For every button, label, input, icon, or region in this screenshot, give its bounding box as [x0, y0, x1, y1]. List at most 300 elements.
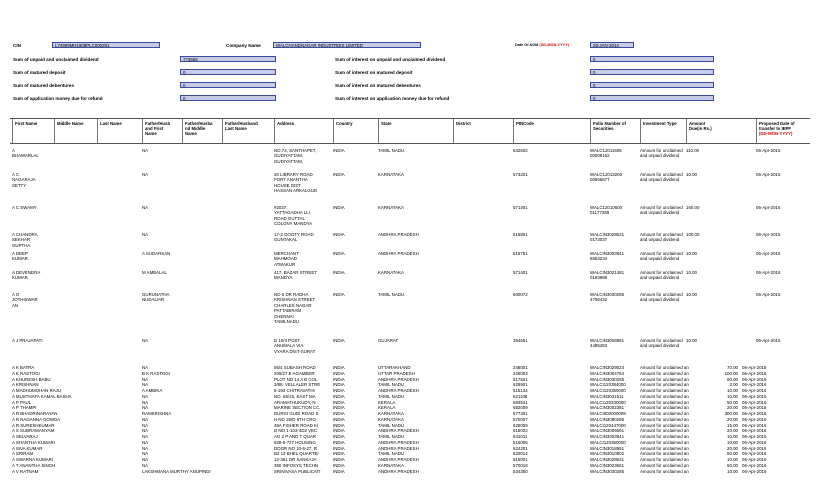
cell-first: A P PAUL: [12, 399, 32, 405]
cell-state: ANDHRA PRADESH: [378, 388, 419, 393]
cell-first: A SHANTHA KUMARI: [12, 439, 55, 445]
cell-folio: WALCIN3002381: [590, 405, 625, 411]
cell-date: 06-Apr-2016: [756, 172, 781, 177]
cell-country: INDIA: [333, 270, 345, 275]
cell-address: NO. 65/15, EAST MA: [274, 393, 316, 399]
cell-first: A SWARNA KUMARI: [12, 457, 54, 462]
cell-country: INDIA: [333, 232, 345, 237]
cell-date: 06-Apr-2016: [742, 370, 767, 376]
cell-first: A CHANDRA SEKHAR GUPTHA: [12, 232, 38, 248]
cell-type: Amount for unclaimed an: [640, 468, 689, 474]
cell-address: 206/27 E AGAMEER: [274, 370, 315, 376]
cell-amount: 50.00: [727, 462, 738, 468]
cell-first: A KRISHNAN: [12, 382, 39, 388]
cell-state: GUJARAT: [378, 338, 399, 343]
column-header: Father/Husba nd Middle Name: [182, 119, 222, 143]
cell-type: Amount for unclaimed an: [640, 370, 689, 376]
cin-label: CIN: [13, 43, 21, 48]
cell-type: Amount for unclaimed an: [640, 462, 689, 468]
cell-first: A C NAGARAJA SETTY: [12, 172, 36, 188]
cell-country: INDIA: [333, 416, 345, 422]
cell-amount: 50.00: [727, 399, 738, 405]
cell-father: NA: [142, 434, 149, 439]
cell-address: D NO 1-103-4D2 VEC: [274, 428, 318, 434]
cell-father: NA: [142, 428, 149, 434]
cell-state: TAMIL NADU: [378, 422, 405, 428]
cell-amount: 110.00: [686, 148, 700, 153]
cell-folio: WALCIN3003941 5653234: [590, 251, 625, 262]
sum-label: Sum of matured debentures: [13, 83, 75, 88]
cell-father: A SUDARSAN: [142, 251, 171, 256]
cell-date: 06-Apr-2016: [742, 422, 767, 428]
cell-country: INDIA: [333, 172, 345, 177]
cell-folio: WALCI120384000: [590, 382, 626, 388]
cell-address: 828-5-727 HOUSING: [274, 439, 316, 445]
cell-pin: 570018: [513, 462, 528, 468]
cell-date: 06-Apr-2016: [742, 376, 767, 382]
cell-first: A DEEP KUMAR: [12, 251, 28, 262]
cell-pin: 517501: [513, 376, 528, 382]
column-header: District: [453, 119, 513, 143]
cell-folio: WALCI120230000: [590, 399, 626, 405]
cell-pin: 515134: [513, 388, 528, 393]
cell-country: INDIA: [333, 468, 345, 474]
cell-father: NA: [142, 205, 149, 210]
cell-father: NA: [142, 338, 149, 343]
cell-type: Amount for unclaimed an: [640, 411, 689, 416]
cell-type: Amount for unclaimed and unpaid dividend: [640, 148, 683, 159]
cell-state: TAMIL NADU: [378, 382, 405, 388]
cell-amount: 2.00: [729, 382, 738, 388]
cell-folio: WALC12011605 00008152: [590, 148, 622, 159]
cell-country: INDIA: [333, 251, 345, 256]
cell-state: ANDHRA PRADESH: [378, 457, 419, 462]
agm-date-format: (DD-MON-YYYY): [539, 43, 569, 47]
cell-date: 06-Apr-2016: [742, 457, 767, 462]
cell-pin: 515751: [513, 251, 528, 256]
cell-first: A R NAGANNA GOWDA: [12, 416, 61, 422]
cell-type: Amount for unclaimed an: [640, 382, 689, 388]
company-name-field[interactable]: WALCHANDNAGAR INDUSTRIES LIMITED: [273, 42, 421, 48]
cell-folio: WALCIN3023661: [590, 462, 625, 468]
cell-pin: 682009: [513, 405, 528, 411]
interest-sum-label: Sum of interest on unpaid and unclaimed dividend: [335, 57, 446, 62]
cell-state: ANDHRA PRADESH: [378, 468, 419, 474]
cell-type: Amount for unclaimed and unpaid dividend: [640, 205, 683, 216]
cell-amount: 10.00: [727, 393, 738, 399]
cell-pin: 226003: [513, 370, 528, 376]
cell-country: INDIA: [333, 292, 345, 297]
cell-date: 06-Apr-2016: [756, 251, 781, 256]
cell-amount: 10.00: [727, 434, 738, 439]
cell-pin: 621108: [513, 393, 528, 399]
column-header: Address: [274, 119, 333, 143]
cell-amount: 10.00: [686, 292, 697, 297]
cell-country: INDIA: [333, 422, 345, 428]
cell-pin: 632602: [513, 148, 528, 153]
column-header: Father/Husband Last Name: [222, 119, 274, 143]
cell-country: INDIA: [333, 434, 345, 439]
cell-amount: 10.00: [686, 172, 697, 177]
cell-first: A R SURESHKUMAR: [12, 422, 55, 428]
cell-amount: 70.00: [727, 365, 738, 370]
cell-father: NA: [142, 462, 149, 468]
cell-address: 20 LIBRARY ROAD FORT ANANTHA HOUSE DIST HASSAN ARKALGUD: [274, 172, 318, 194]
cell-state: KARNATAKA: [378, 205, 404, 210]
cell-amount: 10.00: [727, 388, 738, 393]
cell-first: A T ANANTHA SINGH: [12, 462, 56, 468]
cell-state: ANDHRA PRADESH: [378, 376, 419, 382]
sum-field[interactable]: 0: [180, 82, 276, 88]
cell-amount: 10.00: [686, 270, 697, 275]
cell-folio: WALCIN3030285: [590, 468, 625, 474]
cell-state: ANDHRA PRADESH: [378, 428, 419, 434]
cell-folio: WALC12013200 00556677: [590, 172, 623, 183]
cell-first: A K BATRA: [12, 365, 35, 370]
cell-first: A G JOTHISWAR AN: [12, 292, 38, 308]
sum-label: Sum of unpaid and unclaimed dividend: [13, 57, 99, 62]
table-row: [0, 148, 820, 170]
cell-type: Amount for unclaimed an: [640, 451, 689, 457]
cell-folio: WALCIN3006691: [590, 428, 625, 434]
cell-type: Amount for unclaimed an: [640, 405, 689, 411]
column-header: Folio Number of Securities: [590, 119, 640, 143]
table-row: [0, 338, 820, 360]
cell-state: KARNATAKA: [378, 172, 404, 177]
cell-address: 56/4 SUBASH ROAD: [274, 365, 316, 370]
cell-address: DURGI GUDI ROAD S: [274, 411, 319, 416]
cell-type: Amount for unclaimed and unpaid dividend: [640, 270, 683, 281]
cell-father: NA: [142, 451, 149, 457]
cell-first: A KHURESH BABU: [12, 376, 51, 382]
cell-father: NA: [142, 376, 149, 382]
cell-state: TAMIL NADU: [378, 434, 405, 439]
cell-pin: 625009: [513, 422, 528, 428]
cell-state: UTTAR PRADESH: [378, 370, 415, 376]
cell-state: KERALA: [378, 399, 396, 405]
cell-folio: WALCI120350000: [590, 388, 626, 393]
cell-type: Amount for unclaimed an: [640, 416, 689, 422]
cell-country: INDIA: [333, 428, 345, 434]
table-header: [10, 118, 810, 144]
cell-date: 06-Apr-2016: [742, 416, 767, 422]
cell-country: INDIA: [333, 439, 345, 445]
column-header: Father/Husb and First Name: [142, 119, 182, 143]
interest-sum-field[interactable]: 0: [590, 69, 714, 75]
cell-date: 06-Apr-2016: [756, 270, 781, 275]
column-header: Country: [333, 119, 378, 143]
cell-pin: 683541: [513, 399, 528, 405]
cell-type: Amount for unclaimed and unpaid dividend: [640, 232, 683, 243]
cell-amount: 50.00: [727, 451, 738, 457]
cell-amount: 100.00: [724, 370, 738, 376]
cell-father: B K RASTOGI: [142, 370, 170, 376]
cell-date: 06-Apr-2016: [742, 382, 767, 388]
cell-address: 17-2 GOOTY ROAD GUNTAKAL: [274, 232, 314, 243]
cell-folio: WALCIN3031511: [590, 393, 624, 399]
cell-folio: WALCI120447000: [590, 422, 626, 428]
cell-country: INDIA: [333, 405, 345, 411]
column-header: Proposed Date of transfer to IEPF (DD-MON-YYYY): [756, 119, 812, 143]
cin-field[interactable]: L74999MH1908PLC000291: [52, 42, 160, 48]
column-header: Investment Type: [640, 119, 686, 143]
cell-date: 06-Apr-2016: [756, 338, 781, 343]
cell-state: ANDHRA PRADESH: [378, 445, 419, 451]
cell-pin: 573201: [513, 172, 528, 177]
cell-pin: 515001: [513, 457, 528, 462]
cell-type: Amount for unclaimed and unpaid dividend: [640, 251, 683, 262]
sum-field[interactable]: 0: [180, 95, 276, 101]
cell-date: 06-Apr-2016: [756, 232, 781, 237]
cell-amount: 160.00: [686, 205, 700, 210]
agm-date-label: [515, 43, 569, 47]
cell-date: 06-Apr-2016: [742, 451, 767, 457]
cell-country: INDIA: [333, 451, 345, 457]
cell-type: Amount for unclaimed an: [640, 388, 689, 393]
cell-first: A MADHUMOHAN RAJU: [12, 388, 62, 393]
cell-pin: 515005: [513, 439, 528, 445]
cell-address: 3/88, VELLALER STRE: [274, 382, 321, 388]
cell-father: NA: [142, 172, 149, 177]
cell-state: UTTARAKHAND: [378, 365, 411, 370]
cell-first: A V RATNAM: [12, 468, 39, 474]
cell-type: Amount for unclaimed an: [640, 376, 689, 382]
cell-country: INDIA: [333, 462, 345, 468]
cell-amount: 20.00: [727, 428, 738, 434]
cell-amount: 20.00: [727, 416, 738, 422]
cell-address: AG 2 P AND T QUAR: [274, 434, 316, 439]
cell-pin: 534350: [513, 468, 528, 474]
cell-date: 06-Apr-2016: [742, 462, 767, 468]
cell-date: 06-Apr-2016: [742, 365, 767, 370]
cell-amount: 10.00: [727, 457, 738, 462]
cell-type: Amount for unclaimed an: [640, 428, 689, 434]
cell-amount: 60.00: [727, 376, 738, 382]
cell-state: ANDHRA PRADESH: [378, 232, 419, 237]
cell-country: INDIA: [333, 457, 345, 462]
cell-pin: 641011: [513, 434, 528, 439]
cell-folio: WALCIN3090285: [590, 416, 625, 422]
interest-sum-field[interactable]: 0: [590, 56, 714, 62]
cell-pin: 577301: [513, 411, 528, 416]
cell-amount: 100.00: [686, 232, 700, 237]
cell-folio: WALCI000000009: [590, 411, 626, 416]
cell-amount: 20.00: [727, 445, 738, 451]
cell-date: 06-Apr-2016: [742, 411, 767, 416]
interest-sum-label: Sum of interest on application money due for refund: [335, 96, 450, 101]
cell-state: ANDHRA PRADESH: [378, 439, 419, 445]
cell-folio: WALCIN3021481 0183988: [590, 270, 625, 281]
cell-date: 06-Apr-2016: [742, 445, 767, 451]
cell-state: KARNATAKA: [378, 416, 404, 422]
cell-type: Amount for unclaimed an: [640, 434, 689, 439]
cell-date: 06-Apr-2016: [742, 428, 767, 434]
cell-folio: WALCIN3028631 0173037: [590, 232, 625, 243]
cell-folio: WALCIN3018951: [590, 445, 625, 451]
cell-father: NA: [142, 439, 149, 445]
cell-address: D 10/4 POST ANUMALA VIA- VYARA DIST-SURAT: [274, 338, 316, 354]
cell-state: TAMIL NADU: [378, 393, 405, 399]
cell-date: 06-Apr-2016: [742, 434, 767, 439]
cell-country: INDIA: [333, 388, 345, 393]
cell-type: Amount for unclaimed an: [640, 445, 689, 451]
cell-type: Amount for unclaimed an: [640, 399, 689, 405]
cell-father: NA: [142, 405, 149, 411]
cell-father: M AMBALAL: [142, 270, 167, 275]
cell-folio: WALCIN3030285 4756432: [590, 292, 625, 303]
cell-address: H NO 25/D 6TH CRO: [274, 416, 316, 422]
cell-date: 06-Apr-2016: [742, 439, 767, 445]
cell-date: 06-Apr-2016: [756, 148, 781, 153]
cell-folio: WALCI120350000: [590, 439, 626, 445]
cell-country: INDIA: [333, 393, 345, 399]
table-row: [0, 292, 820, 325]
cell-amount: 300.00: [724, 411, 738, 416]
interest-sum-field[interactable]: 0: [590, 95, 714, 101]
cell-pin: 620014: [513, 451, 528, 457]
cell-first: A SIVA KUMAR: [12, 445, 43, 451]
cell-type: Amount for unclaimed an: [640, 422, 689, 428]
cell-father: RAMKRISHNA: [142, 411, 172, 416]
cell-address: DOOR NO 10-6-27, R: [274, 445, 317, 451]
cell-father: NA: [142, 422, 149, 428]
cell-amount: 10.00: [686, 338, 697, 343]
cell-country: INDIA: [333, 365, 345, 370]
cell-address: NO.74, SANTHAPET, GUDIYATTAM, GUDIYATTAM,: [274, 148, 317, 164]
cell-address: #2037, YATTAGADHA LLI ROAD GUTTAL COLONY MANDYA: [274, 205, 313, 227]
column-header: PINCode: [513, 119, 590, 143]
cell-type: Amount for unclaimed and unpaid dividend: [640, 292, 683, 303]
cell-state: KARNATAKA: [378, 462, 404, 468]
column-header: Amount Due(in Rs.): [686, 119, 756, 143]
column-header: First Name: [12, 119, 54, 143]
agm-date-label-text: Date Of AGM: [515, 43, 539, 47]
cell-date: 06-Apr-2016: [742, 393, 767, 399]
table-row: [0, 469, 820, 475]
cell-father: NA: [142, 148, 149, 153]
cell-folio: WALCIN3030285: [590, 376, 625, 382]
cell-first: A P THAMPI: [12, 405, 37, 411]
cell-date: 06-Apr-2016: [742, 399, 767, 405]
cell-father: LAKSHMANA MURTHY ANUPINDI: [142, 468, 211, 474]
cell-father: NA: [142, 416, 149, 422]
cell-first: A J PRAJAPATI: [12, 338, 43, 343]
cell-amount: 10.00: [727, 468, 738, 474]
column-header: State: [378, 119, 453, 143]
table-row: [0, 205, 820, 227]
cell-type: Amount for unclaimed an: [640, 365, 689, 370]
cell-folio: WALCIN3004764: [590, 370, 625, 376]
cell-amount: 10.00: [727, 439, 738, 445]
cell-state: ANDHRA PRADESH: [378, 251, 419, 256]
cell-first: A S SUBRAMANYAM: [12, 428, 55, 434]
cell-pin: 571401: [513, 270, 528, 275]
cell-address: ARAMATHUKUDY, N: [274, 399, 316, 405]
cell-folio: WALCIN3028631: [590, 457, 625, 462]
cell-address: 6-193 CHITRAVATHI: [274, 388, 315, 393]
cell-folio: WALCIN3003941: [590, 434, 625, 439]
interest-sum-field[interactable]: 0: [590, 82, 714, 88]
cell-amount: 10.00: [686, 251, 697, 256]
cell-father: GURUNATHA NUDALIAR: [142, 292, 170, 303]
cell-state: TAMIL NADU: [378, 148, 405, 153]
interest-sum-label: Sum of interest on matured debentures: [335, 83, 421, 88]
cell-first: A DEVENDRA KUMAR: [12, 270, 41, 281]
cell-type: Amount for unclaimed an: [640, 393, 689, 399]
sum-label: Sum of application money due for refund: [13, 96, 103, 101]
cell-father: NA: [142, 457, 149, 462]
cell-first: A SELVARAJ: [12, 434, 38, 439]
cell-pin: 524201: [513, 445, 528, 451]
cell-father: NA: [142, 365, 149, 370]
cell-date: 06-Apr-2016: [756, 292, 781, 297]
cell-first: A K RASTOGI: [12, 370, 40, 376]
cell-pin: 571401: [513, 205, 528, 210]
cell-country: INDIA: [333, 338, 345, 343]
sum-field[interactable]: 0: [180, 69, 276, 75]
cell-first: A SRIRAM: [12, 451, 33, 457]
cell-address: MARINE SECTION CC: [274, 405, 320, 411]
cell-country: INDIA: [333, 399, 345, 405]
cell-father: NA: [142, 445, 149, 451]
agm-date-field[interactable]: 28-JAN-2014: [590, 42, 634, 48]
cell-country: INDIA: [333, 370, 345, 376]
cell-address: 417, BAZAR STREET MANDYA: [274, 270, 317, 281]
cell-country: INDIA: [333, 445, 345, 451]
cell-state: TAMIL NADU: [378, 451, 405, 457]
cell-pin: 515801: [513, 232, 528, 237]
cell-folio: WALC12010600 01177359: [590, 205, 623, 216]
cell-first: A MUSTHAFA KAMAL BASHA: [12, 393, 72, 399]
cell-father: NA: [142, 393, 149, 399]
cell-type: Amount for unclaimed and unpaid dividend: [640, 338, 683, 349]
cell-address: PLOT NO 14 A B COL: [274, 376, 318, 382]
cell-date: 06-Apr-2016: [742, 388, 767, 393]
cell-state: KARNATAKA: [378, 411, 404, 416]
cell-date: 06-Apr-2016: [756, 205, 781, 210]
cell-country: INDIA: [333, 382, 345, 388]
cell-pin: 394651: [513, 338, 528, 343]
cell-country: INDIA: [333, 411, 345, 416]
cell-father: NA: [142, 232, 149, 237]
cell-pin: 600072: [513, 292, 528, 297]
date-format-note: (DD-MON-YYYY): [759, 131, 793, 137]
cell-father: NA: [142, 399, 149, 405]
cell-country: INDIA: [333, 376, 345, 382]
cell-country: INDIA: [333, 148, 345, 153]
table-row: [0, 172, 820, 194]
column-header: Middle Name: [54, 119, 97, 143]
cell-country: INDIA: [333, 205, 345, 210]
cell-address: MERCHANT MAHMOAD ATMAKUR: [274, 251, 299, 267]
cell-amount: 20.00: [727, 405, 738, 411]
cell-father: NA: [142, 382, 149, 388]
cell-pin: 629901: [513, 382, 528, 388]
cell-address: 350 INFOSYS TECHN: [274, 462, 319, 468]
cell-date: 06-Apr-2016: [742, 468, 767, 474]
cell-address: NO 5 DR RADHA KRISHNAN STREET CHARLES NAGAR PATTABIRAM CHENNAI TAMILNADU: [274, 292, 316, 325]
sum-field[interactable]: 773666: [180, 56, 276, 62]
cell-folio: WALCIN3029024: [590, 365, 625, 370]
cell-address: B2 13 BHEL QUARTEI: [274, 451, 319, 457]
cell-state: TAMIL NADU: [378, 292, 405, 297]
cell-amount: 15.00: [727, 422, 738, 428]
cell-state: KERALA: [378, 405, 396, 411]
cell-father: A AMBIKA: [142, 388, 163, 393]
cell-type: Amount for unclaimed an: [640, 457, 689, 462]
cell-folio: WALCIN3010802: [590, 451, 625, 457]
column-header: Last Name: [97, 119, 142, 143]
